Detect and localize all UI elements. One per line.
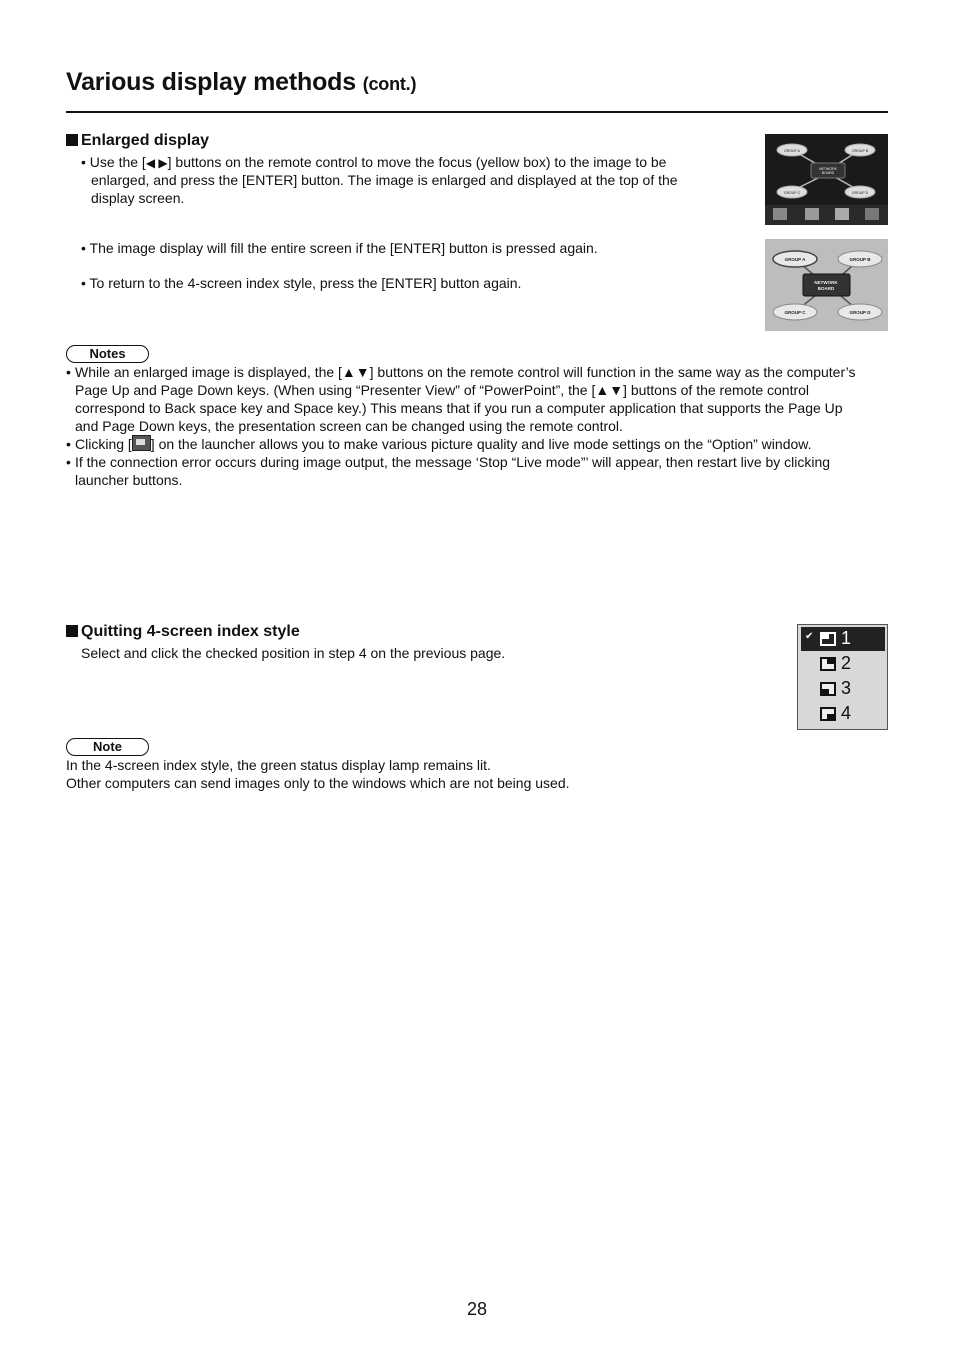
bubble-label: GROUP C	[784, 310, 806, 315]
quitting-text: Select and click the checked position in step 4 on the previous page.	[81, 645, 506, 661]
page-number: 28	[466, 1299, 488, 1319]
enlarged-bullet-1-line2: enlarged, and press the [ENTER] button. The image is enlarged and displayed at the top of the	[91, 172, 678, 188]
section-heading-enlarged	[66, 132, 209, 150]
screen-select-menu	[797, 624, 888, 730]
screen-thumbnail-enlarged	[765, 239, 888, 331]
square-bullet-icon	[66, 625, 78, 637]
screen-enlarged-image	[765, 239, 888, 331]
bullet-text: Use the [	[89, 154, 146, 170]
title-rule	[66, 111, 888, 113]
note-text: Clicking [	[75, 436, 132, 452]
note-item	[66, 363, 896, 435]
menu-item-label: 3	[841, 678, 852, 698]
menu-item-4[interactable]	[801, 702, 885, 726]
bubble-label: GROUP A	[784, 149, 800, 153]
screen-index-image	[765, 134, 888, 225]
bubble-label: GROUP D	[851, 191, 869, 195]
note-text: ] on the launcher allows you to make various picture quality and live mode settings on the “Option” window.	[150, 436, 812, 452]
option-launcher-icon	[132, 435, 151, 451]
note-item	[66, 453, 896, 489]
window-position-icon	[820, 707, 836, 721]
square-bullet-icon	[66, 134, 78, 146]
bubble-label: GROUP D	[849, 310, 871, 315]
note-text: Page Up and Page Down keys. (When using “Presenter View” of “PowerPoint”, the [▲▼] buttons of the remote control	[75, 382, 810, 398]
note-text: correspond to Back space key and Space key.) This means that if you run a computer application that supports the Page Up	[75, 400, 843, 416]
note-text: and Page Down keys, the presentation screen can be changed using the remote control.	[75, 418, 623, 434]
center-label: NETWORK	[814, 280, 838, 285]
bullet-text: ] buttons on the remote control to move the focus (yellow box) to the image to be	[167, 154, 667, 170]
section-heading-quitting	[66, 623, 300, 641]
center-label: BOARD	[821, 171, 835, 175]
bubble-label: GROUP B	[851, 149, 869, 153]
note-label: Note	[66, 738, 149, 756]
center-label: BOARD	[817, 286, 835, 291]
menu-item-1[interactable]	[801, 627, 885, 651]
enlarged-bullet-2: • The image display will fill the entire screen if the [ENTER] button is pressed again.	[81, 240, 598, 256]
note-text: • While an enlarged image is displayed, the [▲▼] buttons on the remote control will function in the same way as the computer’s	[75, 364, 856, 380]
notes-list	[66, 363, 896, 489]
menu-item-2[interactable]	[801, 652, 885, 676]
bullet-text: The image display will fill the entire screen if the [ENTER] button is pressed again.	[89, 240, 598, 256]
menu-item-3[interactable]	[801, 677, 885, 701]
left-right-arrows-icon: ◀ ▶	[145, 156, 168, 170]
bubble-label: GROUP C	[783, 191, 801, 195]
enlarged-bullet-1-line3: display screen.	[91, 190, 185, 206]
note-line-2: Other computers can send images only to the windows which are not being used.	[66, 775, 570, 791]
page-title-text: Various display methods	[66, 68, 356, 96]
notes-label: Notes	[66, 345, 149, 363]
bubble-label: GROUP B	[849, 257, 871, 262]
center-label: NETWORK	[819, 167, 837, 171]
page-title-suffix: (cont.)	[362, 74, 417, 94]
screen-thumbnail-index	[765, 134, 888, 225]
note-text: launcher buttons.	[75, 472, 183, 488]
section-heading-text: Enlarged display	[81, 132, 210, 149]
enlarged-bullet-3: • To return to the 4-screen index style, press the [ENTER] button again.	[81, 275, 522, 291]
note-item	[66, 435, 896, 453]
section-heading-text: Quitting 4-screen index style	[81, 623, 300, 640]
window-position-icon	[820, 682, 836, 696]
enlarged-bullet-1: • Use the [◀ ▶] buttons on the remote control to move the focus (yellow box) to the image to be	[81, 154, 667, 170]
checkmark-icon: ✔	[805, 631, 814, 642]
bubble-label: GROUP A	[784, 257, 806, 262]
menu-item-label: 4	[841, 703, 852, 723]
window-position-icon	[820, 632, 836, 646]
bullet-text: To return to the 4-screen index style, press the [ENTER] button again.	[89, 275, 522, 291]
note-text: • If the connection error occurs during image output, the message ‘Stop “Live mode”’ will appear, then restart live by clicking	[75, 454, 831, 470]
menu-item-label: 2	[841, 653, 852, 673]
window-position-icon	[820, 657, 836, 671]
page-title	[66, 68, 416, 97]
menu-item-label: 1	[841, 628, 852, 648]
note-line-1: In the 4-screen index style, the green status display lamp remains lit.	[66, 757, 491, 773]
